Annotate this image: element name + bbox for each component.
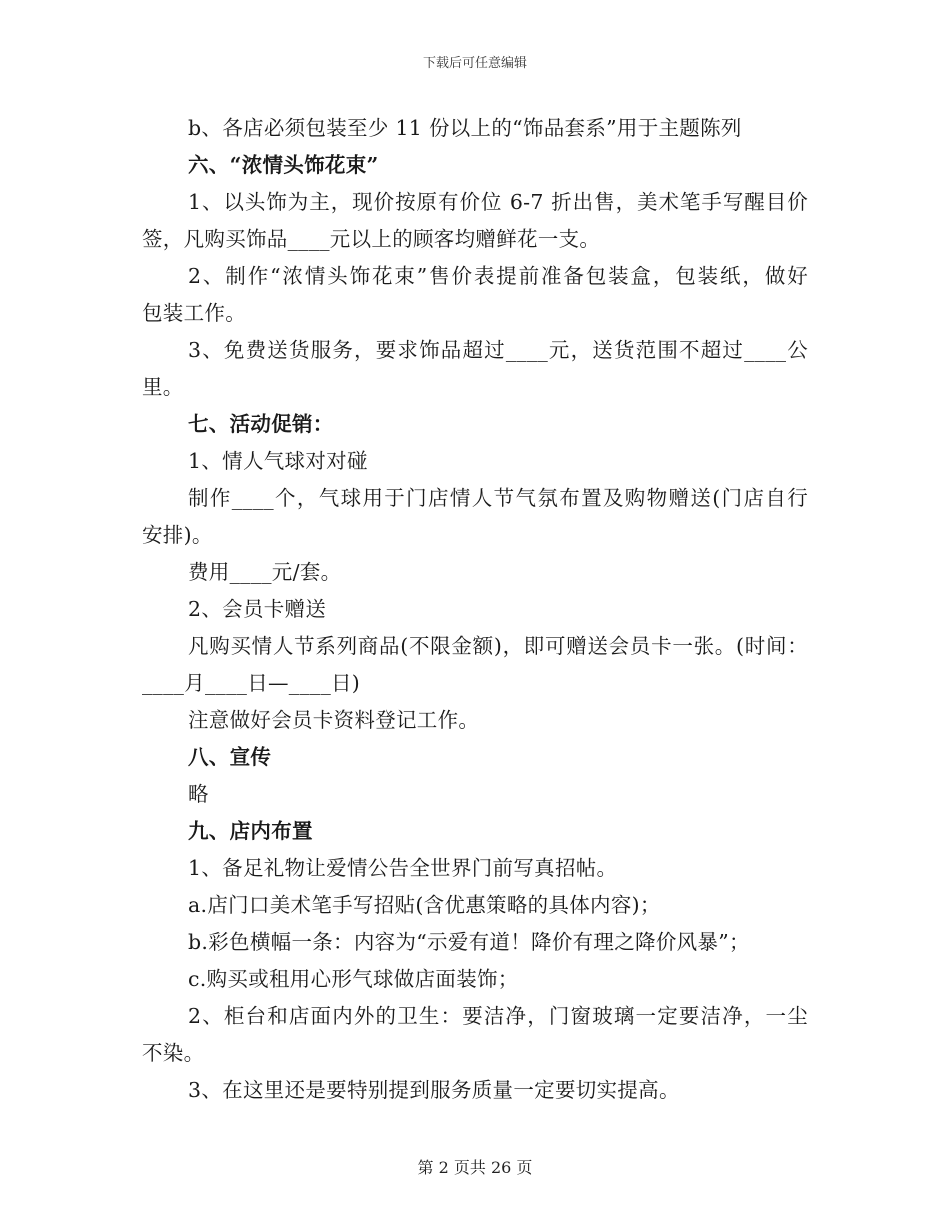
text-line: 费用____元/套。: [188, 560, 342, 584]
text-line: 略: [188, 782, 209, 806]
text-line: 2、会员卡赠送: [188, 597, 327, 621]
section-heading: 六、“浓情头饰花束”: [188, 153, 379, 177]
text-line: 3、在这里还是要特别提到服务质量一定要切实提高。: [188, 1078, 680, 1102]
text-line: 注意做好会员卡资料登记工作。: [188, 708, 480, 732]
text-line: 不染。: [142, 1041, 205, 1065]
text-line: 签，凡购买饰品____元以上的顾客均赠鲜花一支。: [142, 227, 601, 251]
section-heading: 九、店内布置: [188, 819, 313, 843]
text-line: 1、以头饰为主，现价按原有价位 6-7 折出售，美术笔手写醒目价: [188, 190, 808, 214]
text-line: c.购买或租用心形气球做店面装饰；: [188, 967, 519, 991]
text-line: a.店门口美术笔手写招贴(含优惠策略的具体内容)；: [188, 893, 661, 917]
page-number: 第 2 页共 26 页: [417, 1158, 533, 1177]
text-line: 1、情人气球对对碰: [188, 449, 368, 473]
text-line: 里。: [142, 375, 184, 399]
text-line: 2、柜台和店面内外的卫生：要洁净，门窗玻璃一定要洁净，一尘: [188, 1004, 808, 1028]
text-line: 包装工作。: [142, 301, 246, 325]
text-line: 安排)。: [142, 523, 213, 547]
text-line: 3、免费送货服务，要求饰品超过____元，送货范围不超过____公: [188, 338, 808, 362]
text-line: ____月____日—____日): [142, 671, 361, 695]
page-header: 下载后可任意编辑: [422, 56, 527, 71]
text-line: 制作____个，气球用于门店情人节气氛布置及购物赠送(门店自行: [188, 486, 808, 510]
document-body: [142, 110, 808, 1109]
text-line: b.彩色横幅一条：内容为“示爱有道！降价有理之降价风暴”；: [188, 930, 750, 954]
text-line: b、各店必须包装至少 11 份以上的“饰品套系”用于主题陈列: [188, 116, 742, 140]
text-line: 凡购买情人节系列商品(不限金额)，即可赠送会员卡一张。(时间：: [188, 634, 808, 658]
text-line: 1、备足礼物让爱情公告全世界门前写真招帖。: [188, 856, 618, 880]
section-heading: 八、宣传: [188, 745, 272, 769]
text-line: 2、制作“浓情头饰花束”售价表提前准备包装盒，包装纸，做好: [188, 264, 808, 288]
section-heading: 七、活动促销：: [188, 412, 334, 436]
